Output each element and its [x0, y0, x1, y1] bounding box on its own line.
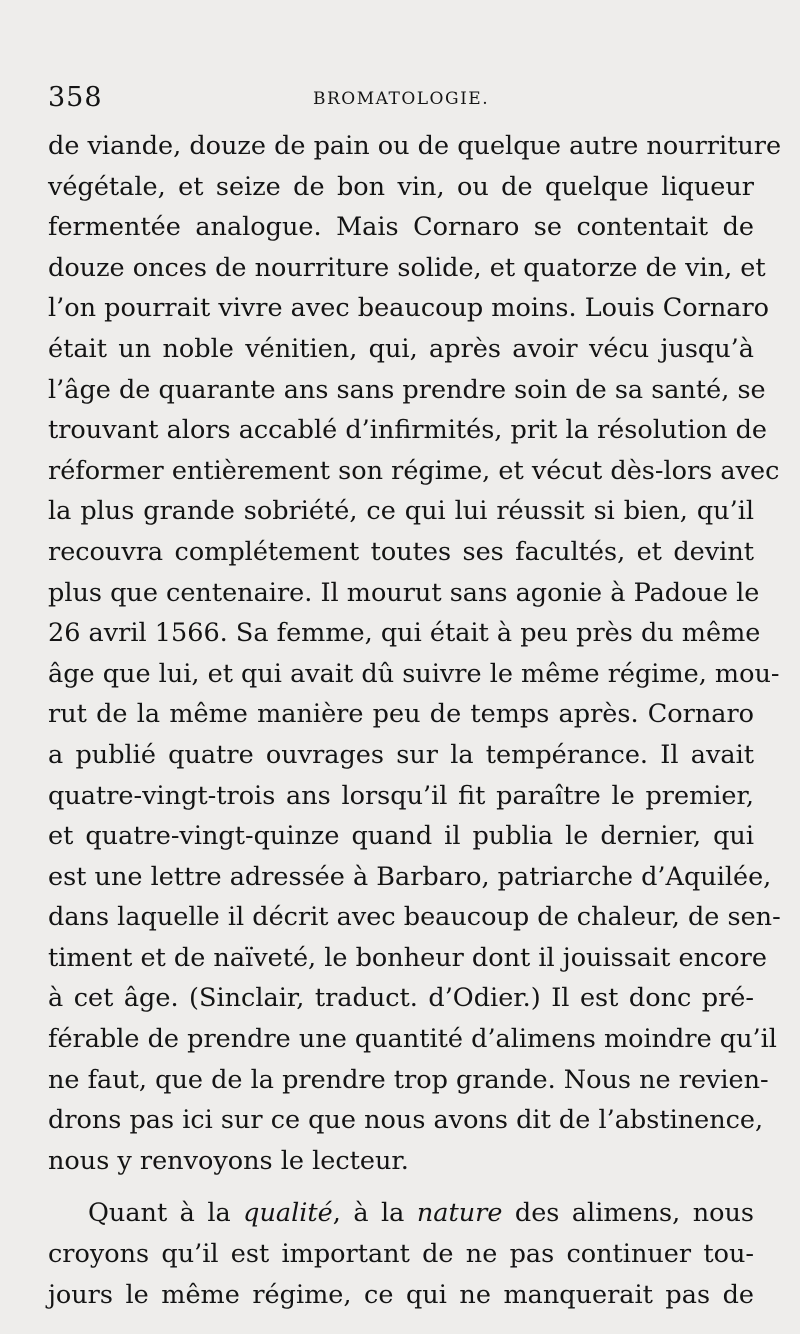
- text-line: était un noble vénitien, qui, après avoir vécu jusqu’à: [48, 333, 754, 364]
- running-title: BROMATOLOGIE.: [313, 89, 490, 109]
- text-line: a publié quatre ouvrages sur la tempérance. Il avait: [48, 739, 754, 770]
- text-line: réformer entièrement son régime, et vécut dès-lors avec: [48, 455, 780, 486]
- paragraph-2: [48, 1193, 754, 1315]
- text-line: quatre-vingt-trois ans lorsqu’il fit paraître le premier,: [48, 780, 754, 811]
- text-line: et quatre-vingt-quinze quand il publia le dernier, qui: [48, 821, 754, 852]
- text-line: Quant à la qualité, à la nature des alimens, nous: [88, 1198, 754, 1229]
- text-line: fermentée analogue. Mais Cornaro se contentait de: [48, 212, 754, 243]
- page-number: 358: [48, 82, 103, 113]
- paragraph-1: [48, 126, 782, 1193]
- text-line: à cet âge. (Sinclair, traduct. d’Odier.) Il est donc pré-: [48, 983, 754, 1014]
- text-line: âge que lui, et qui avait dû suivre le même régime, mou-: [48, 658, 780, 689]
- text-line: nous y renvoyons le lecteur.: [48, 1145, 409, 1176]
- paragraph-gap: [48, 1181, 754, 1193]
- text-line: de viande, douze de pain ou de quelque autre nourriture: [48, 131, 782, 161]
- text-line: rut de la même manière peu de temps après. Cornaro: [48, 699, 754, 730]
- text-line: jours le même régime, ce qui ne manquerait pas de: [48, 1279, 754, 1310]
- text-line: est une lettre adressée à Barbaro, patriarche d’Aquilée,: [48, 861, 772, 892]
- text-line: 26 avril 1566. Sa femme, qui était à peu près du même: [48, 618, 761, 649]
- text-line: l’on pourrait vivre avec beaucoup moins. Louis Cornaro: [48, 293, 769, 324]
- text-line: recouvra complétement toutes ses facultés, et devint: [48, 536, 754, 567]
- text-line: férable de prendre une quantité d’alimens moindre qu’il: [48, 1024, 777, 1055]
- text-line: la plus grande sobriété, ce qui lui réussit si bien, qu’il: [48, 496, 754, 527]
- page-body: [48, 126, 782, 1315]
- text-line: ne faut, que de la prendre trop grande. Nous ne revien-: [48, 1064, 769, 1095]
- page-header: [48, 82, 754, 118]
- text-line: timent et de naïveté, le bonheur dont il jouissait encore: [48, 942, 767, 973]
- text-line: végétale, et seize de bon vin, ou de quelque liqueur: [48, 171, 754, 202]
- text-line: douze onces de nourriture solide, et quatorze de vin, et: [48, 252, 766, 283]
- text-line: trouvant alors accablé d’infirmités, prit la résolution de: [48, 415, 767, 446]
- text-line: l’âge de quarante ans sans prendre soin de sa santé, se: [48, 374, 766, 405]
- text-line: plus que centenaire. Il mourut sans agonie à Padoue le: [48, 577, 760, 608]
- italic-term: nature: [416, 1198, 503, 1229]
- text-line: croyons qu’il est important de ne pas continuer tou-: [48, 1239, 754, 1270]
- text-line: drons pas ici sur ce que nous avons dit de l’abstinence,: [48, 1105, 764, 1136]
- italic-term: qualité: [243, 1198, 333, 1229]
- text-line: dans laquelle il décrit avec beaucoup de chaleur, de sen-: [48, 902, 781, 933]
